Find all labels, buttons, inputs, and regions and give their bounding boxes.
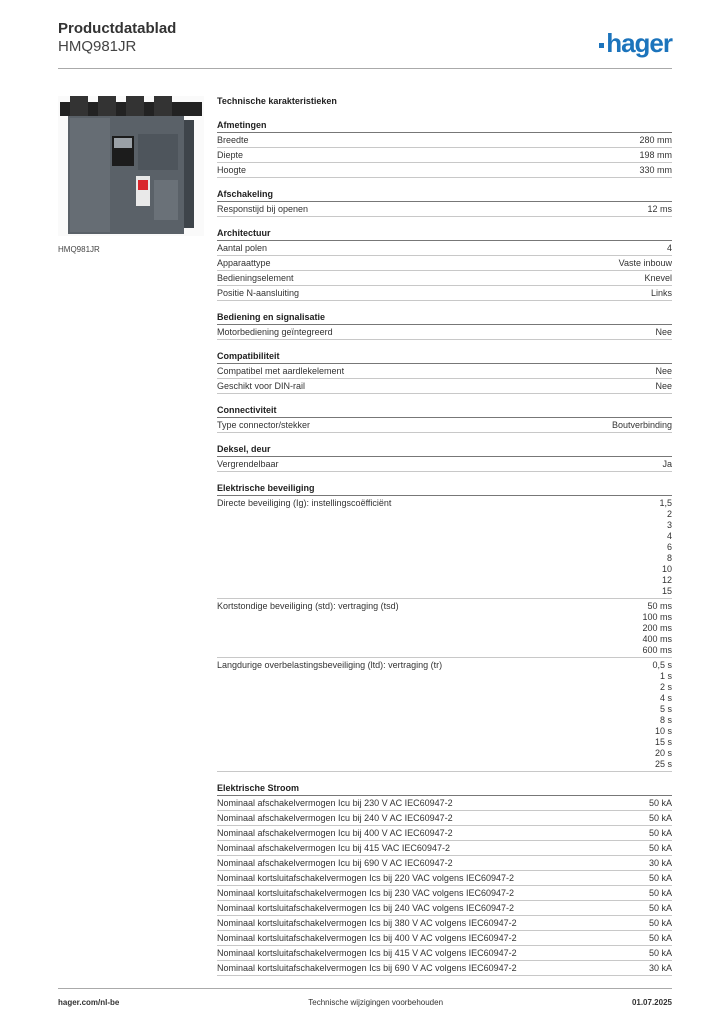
- spec-value: 50 kA: [648, 798, 672, 808]
- spec-row: [217, 241, 672, 256]
- footer-disclaimer: Technische wijzigingen voorbehouden: [308, 998, 444, 1007]
- spec-values: [649, 918, 672, 929]
- spec-value: 5 s: [659, 704, 672, 714]
- spec-value: 50 kA: [648, 918, 672, 928]
- spec-values: [639, 150, 672, 161]
- spec-row: [217, 599, 672, 658]
- image-caption: HMQ981JR: [58, 245, 100, 254]
- logo-text: hager: [606, 28, 672, 58]
- spec-values: [644, 273, 672, 284]
- spec-value: 2 s: [659, 682, 672, 692]
- spec-label: Directe beveiliging (Ig): instellingscoëfficiënt: [217, 498, 392, 508]
- spec-values: [649, 843, 672, 854]
- spec-row: [217, 886, 672, 901]
- spec-section: [217, 405, 672, 433]
- spec-value: 50 kA: [648, 828, 672, 838]
- spec-row: [217, 871, 672, 886]
- spec-value: 8: [666, 553, 672, 563]
- spec-value: 280 mm: [639, 135, 672, 145]
- spec-values: [642, 601, 672, 656]
- spec-value: 2: [666, 509, 672, 519]
- spec-values: [639, 165, 672, 176]
- spec-row: [217, 418, 672, 433]
- spec-value: 198 mm: [639, 150, 672, 160]
- spec-values: [649, 963, 672, 974]
- spec-values: [655, 381, 672, 392]
- spec-values: [655, 366, 672, 377]
- spec-label: Responstijd bij openen: [217, 204, 309, 214]
- spec-value: Nee: [655, 327, 672, 337]
- spec-row: [217, 841, 672, 856]
- spec-value: 50 ms: [647, 601, 672, 611]
- footer-divider: [58, 988, 672, 989]
- spec-row: [217, 286, 672, 301]
- spec-value: 3: [666, 520, 672, 530]
- spec-value: 25 s: [654, 759, 672, 769]
- spec-label: Vergrendelbaar: [217, 459, 279, 469]
- section-title: Deksel, deur: [217, 444, 672, 457]
- spec-label: Geschikt voor DIN-rail: [217, 381, 306, 391]
- spec-value: Links: [650, 288, 672, 298]
- spec-row: [217, 811, 672, 826]
- spec-values: [649, 798, 672, 809]
- spec-value: 600 ms: [642, 645, 672, 655]
- spec-row: [217, 364, 672, 379]
- footer-website-link[interactable]: hager.com/nl-be: [58, 998, 120, 1007]
- spec-values: [647, 204, 672, 215]
- spec-label: Nominaal afschakelvermogen Icu bij 240 V AC IEC60947-2: [217, 813, 453, 823]
- spec-row: [217, 658, 672, 772]
- spec-label: Langdurige overbelastingsbeveiliging (ltd): vertraging (tr): [217, 660, 443, 670]
- spec-value: Nee: [655, 366, 672, 376]
- spec-values: [662, 459, 672, 470]
- spec-value: 1,5: [659, 498, 672, 508]
- spec-section: [217, 120, 672, 178]
- spec-value: 50 kA: [648, 933, 672, 943]
- spec-value: Boutverbinding: [611, 420, 672, 430]
- hager-logo[interactable]: [599, 28, 672, 59]
- spec-value: 330 mm: [639, 165, 672, 175]
- circuit-breaker-icon: [58, 96, 204, 236]
- spec-section: [217, 351, 672, 394]
- spec-value: 30 kA: [648, 963, 672, 973]
- spec-value: Nee: [655, 381, 672, 391]
- spec-row: [217, 946, 672, 961]
- spec-value: 400 ms: [642, 634, 672, 644]
- spec-label: Nominaal afschakelvermogen Icu bij 415 VAC IEC60947-2: [217, 843, 450, 853]
- spec-label: Nominaal kortsluitafschakelvermogen Ics bij 230 VAC volgens IEC60947-2: [217, 888, 514, 898]
- spec-row: [217, 961, 672, 976]
- spec-label: Compatibel met aardlekelement: [217, 366, 345, 376]
- spec-row: [217, 916, 672, 931]
- spec-value: 15: [661, 586, 672, 596]
- spec-label: Kortstondige beveiliging (std): vertraging (tsd): [217, 601, 399, 611]
- section-title: Architectuur: [217, 228, 672, 241]
- section-title: Compatibiliteit: [217, 351, 672, 364]
- spec-label: Motorbediening geïntegreerd: [217, 327, 333, 337]
- spec-value: 10 s: [654, 726, 672, 736]
- spec-value: 50 kA: [648, 813, 672, 823]
- spec-value: 50 kA: [648, 948, 672, 958]
- spec-values: [667, 243, 672, 254]
- spec-value: Knevel: [644, 273, 672, 283]
- spec-section: [217, 189, 672, 217]
- spec-value: 8 s: [659, 715, 672, 725]
- spec-value: 12: [661, 575, 672, 585]
- spec-row: [217, 163, 672, 178]
- spec-label: Hoogte: [217, 165, 247, 175]
- page-footer: [58, 998, 672, 1007]
- spec-value: Vaste inbouw: [618, 258, 672, 268]
- spec-value: 10: [661, 564, 672, 574]
- spec-label: Diepte: [217, 150, 244, 160]
- spec-label: Breedte: [217, 135, 249, 145]
- spec-row: [217, 856, 672, 871]
- spec-label: Bedieningselement: [217, 273, 294, 283]
- spec-values: [651, 288, 672, 299]
- spec-label: Nominaal kortsluitafschakelvermogen Ics bij 415 V AC volgens IEC60947-2: [217, 948, 517, 958]
- section-title: Elektrische beveiliging: [217, 483, 672, 496]
- spec-row: [217, 826, 672, 841]
- spec-value: 4 s: [659, 693, 672, 703]
- spec-values: [652, 660, 672, 770]
- spec-value: Ja: [662, 459, 672, 469]
- spec-value: 50 kA: [648, 843, 672, 853]
- spec-label: Nominaal kortsluitafschakelvermogen Ics bij 380 V AC volgens IEC60947-2: [217, 918, 517, 928]
- spec-row: [217, 148, 672, 163]
- spec-row: [217, 271, 672, 286]
- spec-values: [649, 888, 672, 899]
- section-title: Bediening en signalisatie: [217, 312, 672, 325]
- spec-values: [639, 135, 672, 146]
- spec-value: 1 s: [659, 671, 672, 681]
- spec-value: 15 s: [654, 737, 672, 747]
- section-title: Connectiviteit: [217, 405, 672, 418]
- product-code: HMQ981JR: [58, 38, 137, 55]
- spec-row: [217, 325, 672, 340]
- spec-values: [649, 828, 672, 839]
- spec-value: 200 ms: [642, 623, 672, 633]
- spec-value: 50 kA: [648, 873, 672, 883]
- spec-row: [217, 379, 672, 394]
- spec-values: [649, 813, 672, 824]
- spec-value: 50 kA: [648, 888, 672, 898]
- section-title: Afschakeling: [217, 189, 672, 202]
- spec-row: [217, 202, 672, 217]
- spec-label: Type connector/stekker: [217, 420, 311, 430]
- spec-label: Nominaal afschakelvermogen Icu bij 690 V AC IEC60947-2: [217, 858, 453, 868]
- header-divider: [58, 68, 672, 69]
- spec-section: [217, 228, 672, 301]
- page-title: Productdatablad: [58, 20, 177, 37]
- section-title: Elektrische Stroom: [217, 783, 672, 796]
- spec-label: Nominaal kortsluitafschakelvermogen Ics bij 400 V AC volgens IEC60947-2: [217, 933, 517, 943]
- spec-values: [649, 873, 672, 884]
- spec-value: 100 ms: [642, 612, 672, 622]
- spec-row: [217, 457, 672, 472]
- page-header: [58, 20, 176, 55]
- spec-values: [649, 948, 672, 959]
- spec-values: [649, 933, 672, 944]
- spec-value: 6: [666, 542, 672, 552]
- spec-row: [217, 496, 672, 599]
- spec-values: [649, 903, 672, 914]
- spec-value: 20 s: [654, 748, 672, 758]
- section-title: Afmetingen: [217, 120, 672, 133]
- spec-label: Positie N-aansluiting: [217, 288, 300, 298]
- spec-value: 4: [666, 531, 672, 541]
- spec-content: [217, 96, 672, 987]
- spec-values: [655, 327, 672, 338]
- spec-label: Aantal polen: [217, 243, 268, 253]
- spec-label: Nominaal afschakelvermogen Icu bij 230 V AC IEC60947-2: [217, 798, 453, 808]
- spec-label: Nominaal kortsluitafschakelvermogen Ics bij 240 VAC volgens IEC60947-2: [217, 903, 514, 913]
- spec-label: Apparaattype: [217, 258, 271, 268]
- spec-row: [217, 901, 672, 916]
- spec-row: [217, 796, 672, 811]
- spec-values: [612, 420, 672, 431]
- spec-values: [649, 858, 672, 869]
- spec-value: 4: [666, 243, 672, 253]
- spec-label: Nominaal kortsluitafschakelvermogen Ics bij 220 VAC volgens IEC60947-2: [217, 873, 514, 883]
- spec-row: [217, 931, 672, 946]
- spec-value: 0,5 s: [652, 660, 672, 670]
- spec-section: [217, 783, 672, 976]
- spec-value: 30 kA: [648, 858, 672, 868]
- spec-value: 12 ms: [647, 204, 672, 214]
- footer-date: 01.07.2025: [631, 998, 672, 1007]
- spec-sections: [217, 120, 672, 976]
- logo-dot-icon: [599, 43, 604, 48]
- spec-label: Nominaal afschakelvermogen Icu bij 400 V AC IEC60947-2: [217, 828, 453, 838]
- spec-label: Nominaal kortsluitafschakelvermogen Ics bij 690 V AC volgens IEC60947-2: [217, 963, 517, 973]
- spec-row: [217, 133, 672, 148]
- spec-section: [217, 444, 672, 472]
- spec-values: [619, 258, 672, 269]
- spec-section: [217, 483, 672, 772]
- product-image: [58, 96, 204, 236]
- spec-row: [217, 256, 672, 271]
- spec-values: [659, 498, 672, 597]
- specs-heading: Technische karakteristieken: [217, 96, 337, 106]
- spec-value: 50 kA: [648, 903, 672, 913]
- spec-section: [217, 312, 672, 340]
